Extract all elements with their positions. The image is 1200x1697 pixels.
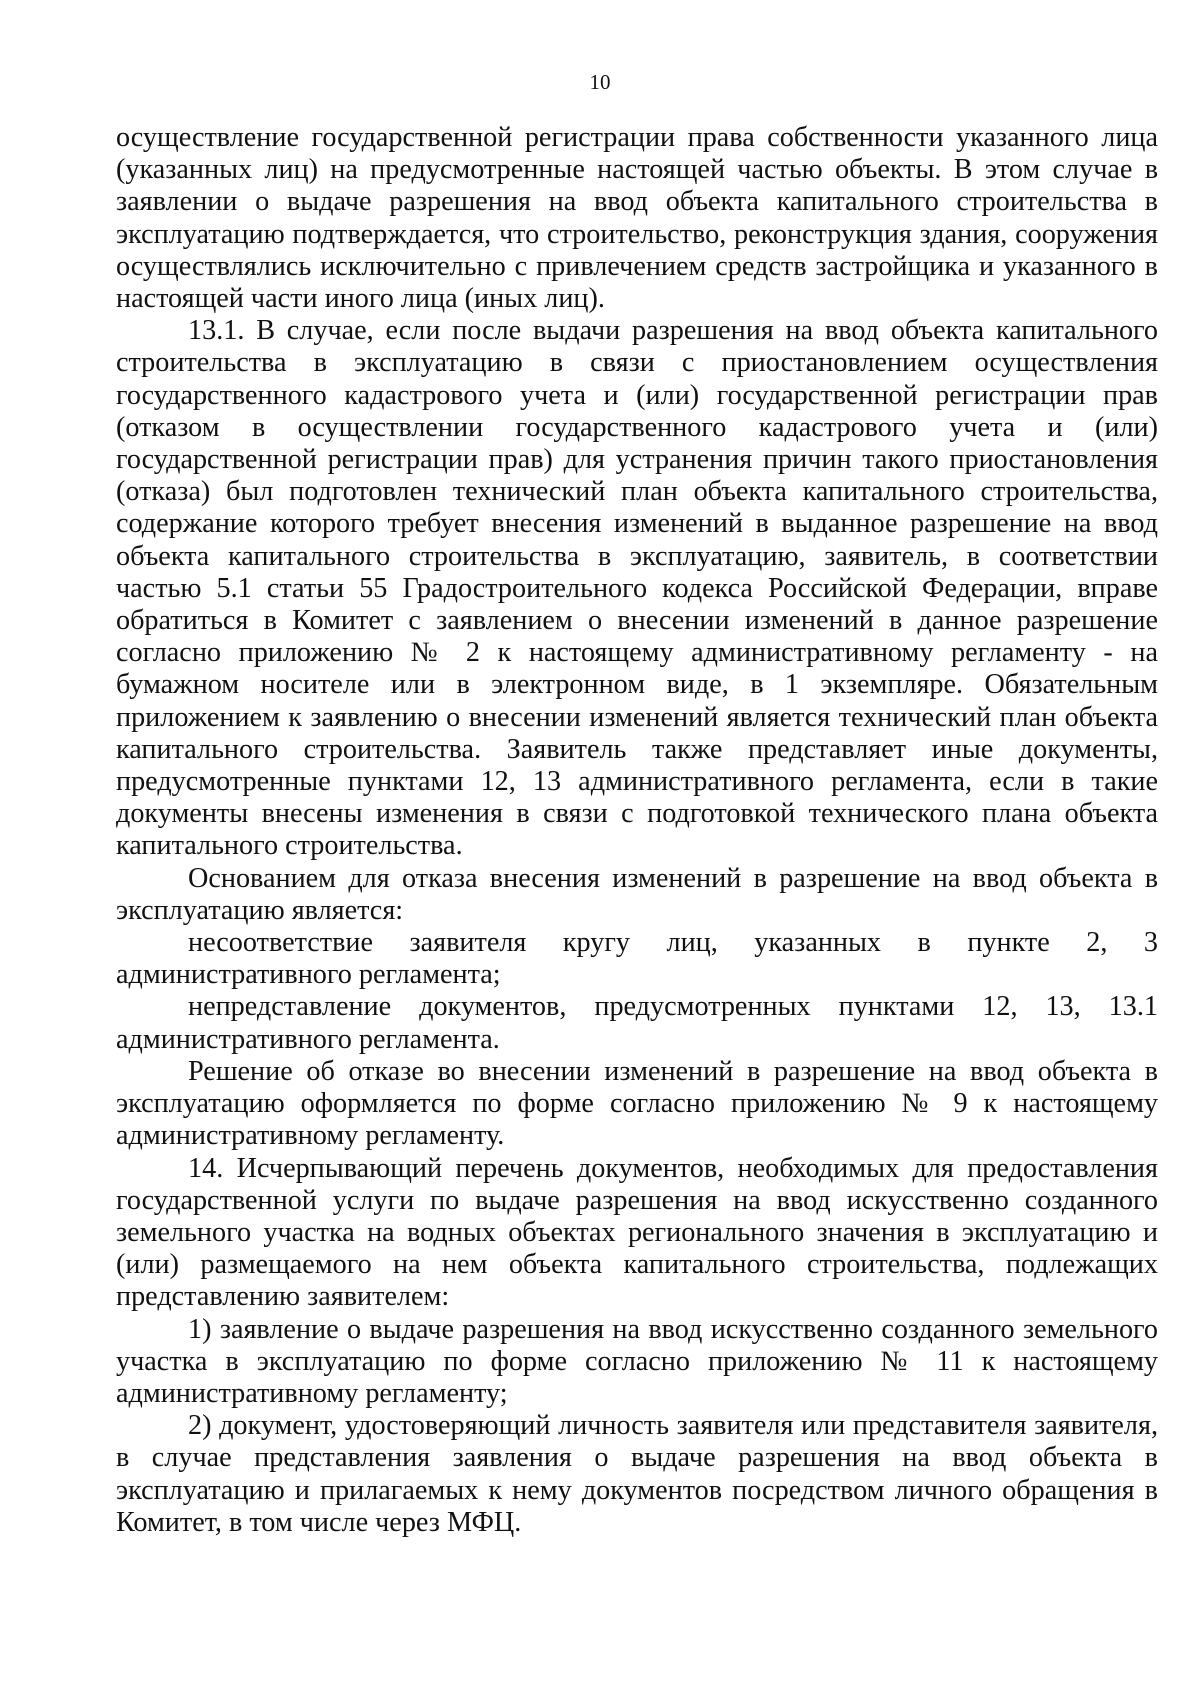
paragraph-clause-14-item-1: 1) заявление о выдаче разрешения на ввод искусственно созданного земельного участка в эксплуатацию по форме согласно приложению № 11 к настоящему административному регламенту; (116, 1313, 1158, 1409)
paragraph-refusal-ground-2: непредставление документов, предусмотренных пунктами 12, 13, 13.1 административного регламента. (116, 991, 1158, 1055)
paragraph-clause-13-1: 13.1. В случае, если после выдачи разрешения на ввод объекта капитального строительства в эксплуатацию в связи с приостановлением осуществления государственного кадастрового учета и (или) государственной регистрации прав (отказом в осуществлении государственного кадастрового учета и (или) государственной регистрации прав) для устранения причин такого приостановления (отказа) был подготовлен технический план объекта капитального строительства, содержание которого требует внесения изменений в выданное разрешение на ввод объекта капитального строительства в эксплуатацию, заявитель, в соответствии частью 5.1 статьи 55 Градостроительного кодекса Российской Федерации, вправе обратиться в Комитет с заявлением о внесении изменений в данное разрешение согласно приложению № 2 к настоящему административному регламенту - на бумажном носителе или в электронном виде, в 1 экземпляре. Обязательным приложением к заявлению о внесении изменений является технический план объекта капитального строительства. Заявитель также представляет иные документы, предусмотренные пунктами 12, 13 административного регламента, если в такие документы внесены изменения в связи с подготовкой технического плана объекта капитального строительства. (116, 315, 1158, 862)
document-body (116, 122, 1158, 1539)
paragraph-clause-14: 14. Исчерпывающий перечень документов, необходимых для предоставления государственной услуги по выдаче разрешения на ввод искусственно созданного земельного участка на водных объектах регионального значения в эксплуатацию и (или) размещаемого на нем объекта капитального строительства, подлежащих представлению заявителем: (116, 1152, 1158, 1313)
paragraph-continuation: осуществление государственной регистрации права собственности указанного лица (указанных лиц) на предусмотренные настоящей частью объекты. В этом случае в заявлении о выдаче разрешения на ввод объекта капитального строительства в эксплуатацию подтверждается, что строительство, реконструкция здания, сооружения осуществлялись исключительно с привлечением средств застройщика и указанного в настоящей части иного лица (иных лиц). (116, 122, 1158, 315)
paragraph-refusal-ground-1: несоответствие заявителя кругу лиц, указанных в пункте 2, 3 административного регламента; (116, 927, 1158, 991)
page-number: 10 (589, 70, 611, 94)
paragraph-clause-14-item-2: 2) документ, удостоверяющий личность заявителя или представителя заявителя, в случае представления заявления о выдаче разрешения на ввод объекта в эксплуатацию и прилагаемых к нему документов посредством личного обращения в Комитет, в том числе через МФЦ. (116, 1410, 1158, 1538)
paragraph-refusal-grounds: Основанием для отказа внесения изменений в разрешение на ввод объекта в эксплуатацию является: (116, 862, 1158, 926)
paragraph-refusal-decision: Решение об отказе во внесении изменений в разрешение на ввод объекта в эксплуатацию оформляется по форме согласно приложению № 9 к настоящему административному регламенту. (116, 1055, 1158, 1152)
